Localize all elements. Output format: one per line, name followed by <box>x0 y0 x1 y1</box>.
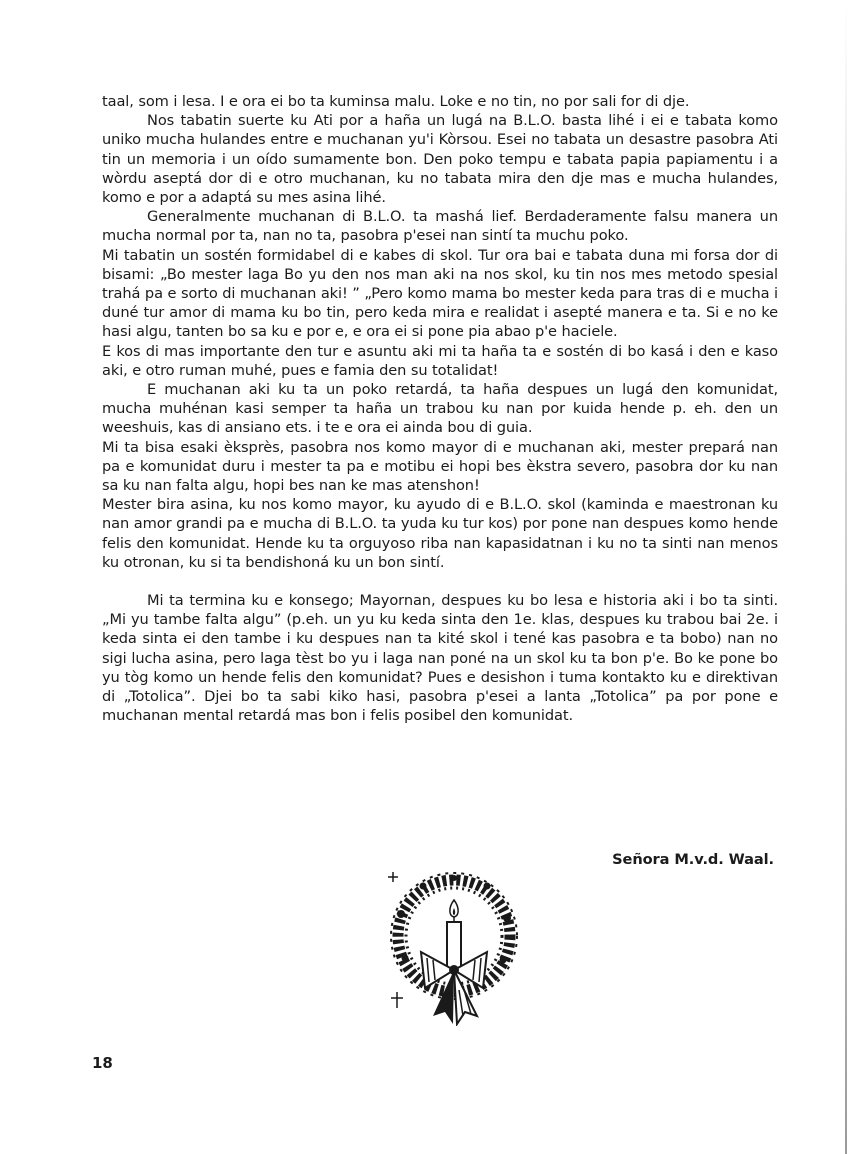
christmas-wreath-candle-icon <box>383 866 525 1026</box>
paragraph: Generalmente muchanan di B.L.O. ta mashá lief. Berdaderamente falsu manera un mucha normal por ta, nan no ta, pasobra p'esei nan sintí ta muchu poko. <box>102 208 778 245</box>
paragraph: taal, som i lesa. I e ora ei bo ta kuminsa malu. Loke e no tin, no por sali for di dje. <box>102 93 690 110</box>
paragraph: E kos di mas importante den tur e asuntu aki mi ta haña ta e sostén di bo kasá i den e kaso aki, e otro ruman muhé, pues e famia den su totalidat! <box>102 342 778 379</box>
paragraph: Nos tabatin suerte ku Ati por a haña un lugá na B.L.O. basta lihé i ei e tabata komo uniko mucha hulandes entre e muchanan yu'i Kòrsou. Esei no tabata un desastre pasobra Ati tin un memoria i un oído sumamente bon. Den poko tempu e tabata papia papiamentu i a wòrdu aseptá dor di e otro muchanan, ku no tabata mira den dje mas e mucha hulandes, komo e por a adaptá su mes asina lihé. <box>102 112 778 207</box>
paragraph: Mester bira asina, ku nos komo mayor, ku ayudo di e B.L.O. skol (kaminda e maestronan ku nan amor grandi pa e mucha di B.L.O. ta yuda ku tur kos) por pone nan despues komo hende felis den komunidat. Hende ku ta orguyoso riba nan kapasidatnan i ku no ta sinti nan menos ku otronan, ku si ta bendishoná ku un bon sintí. <box>102 496 778 571</box>
author-signature: Señora M.v.d. Waal. <box>612 851 774 868</box>
paragraph: Mi ta termina ku e konsego; Mayornan, despues ku bo lesa e historia aki i bo ta sinti. „Mi yu tambe falta algu” (p.eh. un yu ku keda sinta den 1e. klas, despues ku trabou bai 2e. i keda sinta ei den tambe i ku despues nan ta kité skol i tené kas pasobra e ta bobo) nan no sigi lucha asina, pero laga tèst bo yu i laga nan poné na un skol ku ta bon p'e. Bo ke pone bo yu tòg komo un hende felis den komunidat? Pues e desishon i tuma kontakto ku e direktivan di „Totolica”. Djei bo ta sabi kiko hasi, pasobra p'esei a lanta „Totolica” pa por pone e muchanan mental retardá mas bon i felis posibel den komunidat. <box>102 592 778 725</box>
paragraph: E muchanan aki ku ta un poko retardá, ta haña despues un lugá den komunidat, mucha muhénan kasi semper ta haña un trabou ku nan por kuida hende p. eh. den un weeshuis, kas di ansiano ets. i te e ora ei ainda bou di guia. <box>102 381 778 437</box>
article-body <box>102 92 778 726</box>
paragraph: Mi tabatin un sostén formidabel di e kabes di skol. Tur ora bai e tabata duna mi forsa dor di bisami: „Bo mester laga Bo yu den nos man aki na nos skol, ku tin nos mes metodo spesial trahá pa e sorto di muchanan aki! ” „Pero komo mama bo mester keda para tras di e mucha i duné tur amor di mama ku bo tin, pero keda mira e realidat i asepté manera e ta. Si e no ke hasi algu, tanten bo sa ku e por e, e ora ei si pone pia abao p'e haciele. <box>102 246 778 341</box>
page-number: 18 <box>92 1054 113 1072</box>
paragraph: Mi ta bisa esaki èksprès, pasobra nos komo mayor di e muchanan aki, mester prepará nan pa e komunidat duru i mester ta pa e motibu ei hopi bes èkstra severo, pasobra dor ku nan sa ku nan falta algu, hopi bes nan ke mas atenshon! <box>102 438 778 495</box>
scan-edge <box>845 0 847 1154</box>
